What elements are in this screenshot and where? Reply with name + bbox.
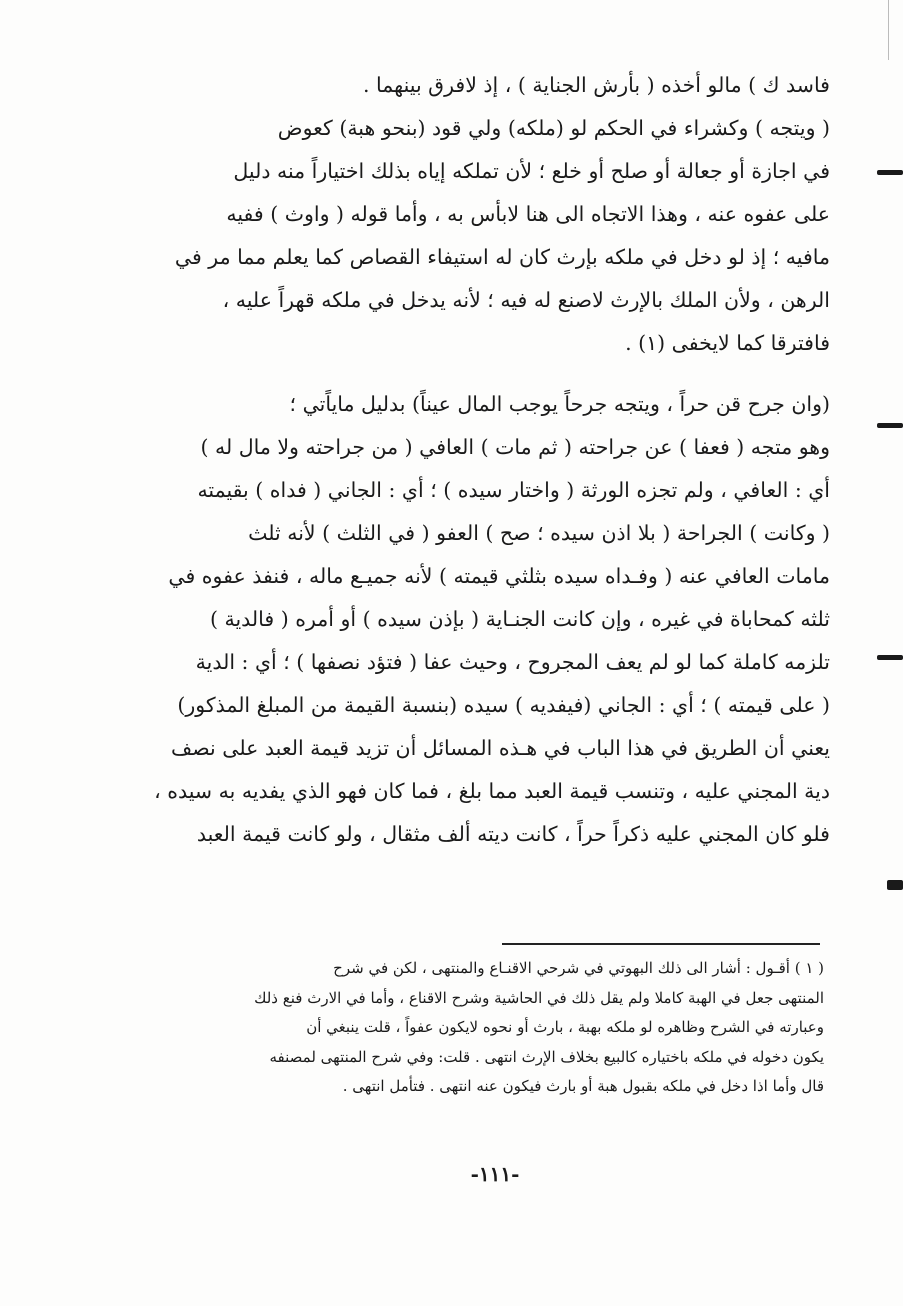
text-line: يعني أن الطريق في هذا الباب في هـذه المسائل أن تزيد قيمة العبد على نصف <box>171 736 830 760</box>
text-line: مامات العافي عنه ( وفـداه سيده بثلثي قيمته ) لأنه جميـع ماله ، فنفذ عفوه في <box>168 564 830 588</box>
footnote-line: المنتهى جعل في الهبة كاملا ولم يقل ذلك في الحاشية وشرح الاقناع ، وأما في الارث فنع ذلك <box>254 988 824 1007</box>
footnote-line: وعبارته في الشرح وظاهره لو ملكه بهبة ، بارث أو نحوه لايكون عفواً ، قلت ينبغي أن <box>306 1018 824 1036</box>
text-line: ثلثه كمحاباة في غيره ، وإن كانت الجنـاية ( بإذن سيده ) أو أمره ( فالدية ) <box>209 607 830 631</box>
footnotes <box>104 954 824 1102</box>
margin-mark <box>877 655 903 660</box>
text-line: فافترقا كما لايخفى (١) . <box>625 331 830 355</box>
text-line: ( ويتجه ) وكشراء في الحكم لو (ملكه) ولي قود (بنحو هبة) كعوض <box>277 116 830 140</box>
text-line: ( وكانت ) الجراحة ( بلا اذن سيده ؛ صح ) العفو ( في الثلث ) لأنه ثلث <box>248 521 830 545</box>
text-line: تلزمه كاملة كما لو لم يعف المجروح ، وحيث عفا ( فتؤد نصفها ) ؛ أي : الدية <box>195 650 830 674</box>
text-line: على عفوه عنه ، وهذا الاتجاه الى هنا لابأس به ، وأما قوله ( واوث ) ففيه <box>226 202 830 226</box>
main-text <box>95 64 830 856</box>
footnote-separator <box>502 943 820 945</box>
text-line: دية المجني عليه ، وتنسب قيمة العبد مما بلغ ، فما كان فهو الذي يفديه به سيده ، <box>154 779 830 803</box>
footnote-line: قال وأما اذا دخل في ملكه بقبول هبة أو بارث فيكون عنه انتهى . فتأمل انتهى . <box>342 1077 824 1095</box>
margin-mark <box>887 880 903 890</box>
page-number: -١١١- <box>470 1162 520 1186</box>
text-line: وهو متجه ( فعفا ) عن جراحته ( ثم مات ) العافي ( من جراحته ولا مال له ) <box>200 435 830 459</box>
footnote-line: يكون دخوله في ملكه باختياره كالبيع بخلاف الإرث انتهى . قلت: وفي شرح المنتهى لمصنفه <box>269 1047 824 1066</box>
text-line: فلو كان المجني عليه ذكراً حراً ، كانت ديته ألف مثقال ، ولو كانت قيمة العبد <box>196 822 830 846</box>
text-line: (وان جرح قن حراً ، ويتجه جرحاً يوجب المال عيناً) بدليل ماياًتي ؛ <box>289 392 830 416</box>
text-line: فاسد ك ) مالو أخذه ( بأرش الجناية ) ، إذ لافرق بينهما . <box>363 73 830 97</box>
text-line: في اجازة أو جعالة أو صلح أو خلع ؛ لأن تملكه إياه بذلك اختياراً منه دليل <box>233 159 830 183</box>
text-line: الرهن ، ولأن الملك بالإرث لاصنع له فيه ؛ لأنه يدخل في ملكه قهراً عليه ، <box>222 288 830 312</box>
text-line: ( على قيمته ) ؛ أي : الجاني (فيفديه ) سيده (بنسبة القيمة من المبلغ المذكور) <box>177 693 830 717</box>
margin-mark <box>877 170 903 175</box>
paragraph-gap <box>95 365 830 383</box>
margin-mark <box>877 423 903 428</box>
footnote-line: ( ١ ) أقـول : أشار الى ذلك البهوتي في شرحي الاقنـاع والمنتهى ، لكن في شرح <box>333 959 824 977</box>
text-line: مافيه ؛ إذ لو دخل في ملكه بإرث كان له استيفاء القصاص كما يعلم مما مر في <box>174 245 830 269</box>
text-line: أي : العافي ، ولم تجزه الورثة ( واختار سيده ) ؛ أي : الجاني ( فداه ) بقيمته <box>197 478 830 502</box>
page-edge-line <box>888 0 889 60</box>
